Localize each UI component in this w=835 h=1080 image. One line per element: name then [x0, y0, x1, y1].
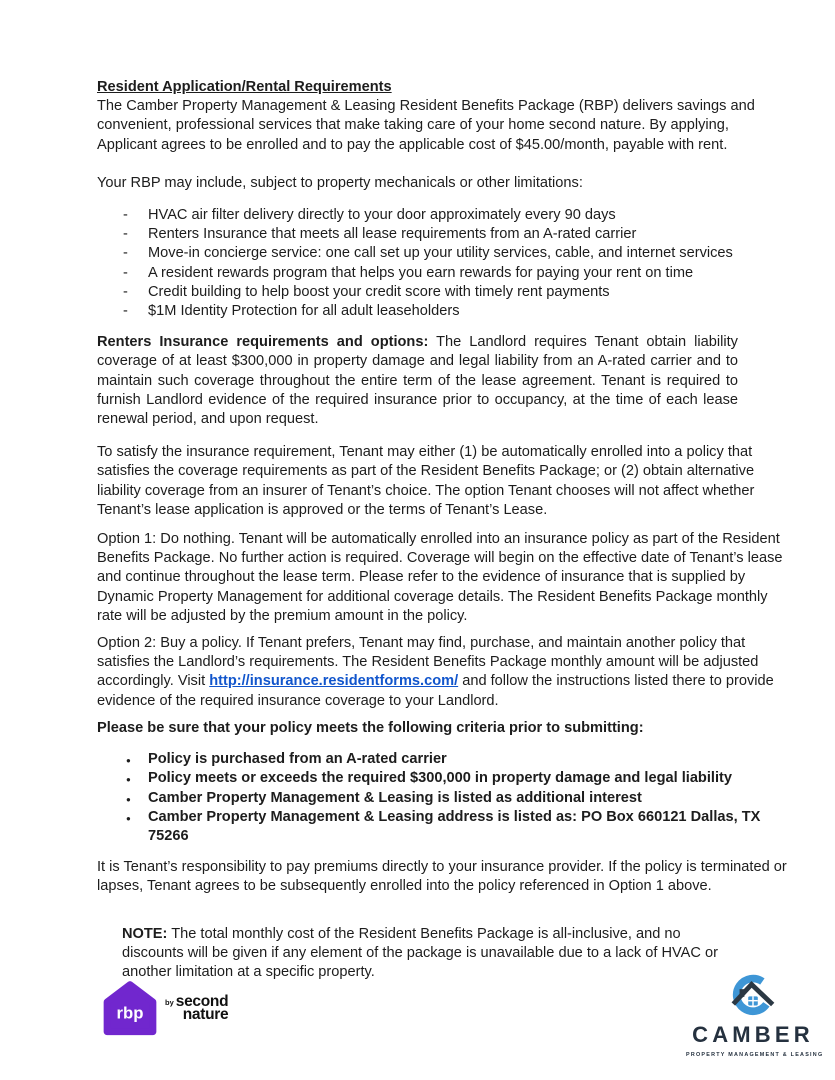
rbp-benefits-list	[97, 206, 787, 321]
insurance-residentforms-link[interactable]: http://insurance.residentforms.com/	[209, 673, 459, 690]
option2-text-before: Option 2: Buy a policy. If Tenant prefers, Tenant may find, purchase, and maintain another policy that satisfies the Landlord’s requirements. The Resident Benefits Package monthly amount will be adjusted accordingly. Visit	[97, 635, 759, 690]
renters-insurance-body: The Landlord requires Tenant obtain liability coverage of at least $300,000 in property damage and legal liability from an A-rated carrier and to maintain such coverage throughout the entire term of the lease agreement. Tenant is required to furnish Landlord evidence of the required insurance prior to occupancy, at the time of each lease renewal period, and upon request.	[97, 334, 738, 428]
list-item: - HVAC air filter delivery directly to your door approximately every 90 days	[97, 206, 787, 225]
list-item: ● Policy meets or exceeds the required $300,000 in property damage and legal liability	[97, 769, 787, 788]
list-item: - Renters Insurance that meets all lease requirements from an A-rated carrier	[97, 225, 787, 244]
list-item: ● Camber Property Management & Leasing is listed as additional interest	[97, 789, 787, 808]
camber-icon-wrap	[686, 968, 820, 1020]
rbp-by-label: by	[165, 997, 174, 1007]
list-item: ● Policy is purchased from an A-rated carrier	[97, 750, 787, 769]
option1-paragraph: Option 1: Do nothing. Tenant will be automatically enrolled into an insurance policy as part of the Resident Benefits Package. No further action is required. Coverage will begin on the effective date of Tenant’s lease and continue throughout the lease term. Please refer to the evidence of insurance that is supplied by Dynamic Property Management for additional coverage details. The Resident Benefits Package monthly rate will be adjusted by the premium amount in the policy.	[97, 531, 783, 624]
note-body: The total monthly cost of the Resident Benefits Package is all-inclusive, and no discounts will be given if any element of the package is unavailable due to a lack of HVAC or another limitation at a specific property.	[122, 925, 718, 980]
intro-paragraph: The Camber Property Management & Leasing Resident Benefits Package (RBP) delivers savings and convenient, professional services that make taking care of your home second nature. By applying, Applicant agrees to be enrolled and to pay the applicable cost of $45.00/month, payable with rent.	[97, 98, 755, 153]
criteria-heading: Please be sure that your policy meets the following criteria prior to submitting:	[97, 719, 644, 736]
rbp-icon-text: rbp	[116, 1003, 144, 1023]
criteria-list	[97, 750, 787, 846]
rbp-include-intro: Your RBP may include, subject to property mechanicals or other limitations:	[97, 174, 583, 191]
second-nature-wordmark	[175, 992, 229, 1023]
satisfy-requirement-paragraph: To satisfy the insurance requirement, Tenant may either (1) be automatically enrolled into a policy that satisfies the coverage requirements as part of the Resident Benefits Package; or (2) obtain alternative liability coverage from an insurer of Tenant’s choice. The option Tenant chooses will not affect whether Tenant’s lease application is approved or the terms of Tenant’s Lease.	[97, 444, 755, 518]
note-paragraph	[122, 925, 740, 983]
second-nature-line2: nature	[182, 1006, 229, 1023]
option2-paragraph	[97, 634, 787, 711]
list-item: - $1M Identity Protection for all adult leaseholders	[97, 302, 787, 321]
rbp-icon	[99, 979, 161, 1041]
list-item: - Credit building to help boost your credit score with timely rent payments	[97, 283, 787, 302]
document-body	[97, 78, 787, 982]
rbp-second-nature-logo	[99, 979, 228, 1041]
document-title: Resident Application/Rental Requirements	[97, 79, 392, 95]
second-nature-line1: second	[175, 992, 229, 1010]
camber-house-icon	[729, 968, 777, 1018]
renters-insurance-paragraph	[97, 333, 738, 429]
note-label: NOTE:	[122, 925, 168, 942]
responsibility-paragraph: It is Tenant’s responsibility to pay premiums directly to your insurance provider. If the policy is terminated or lapses, Tenant agrees to be subsequently enrolled into the policy referenced in Option 1 above.	[97, 859, 787, 895]
option2-text-after: and follow the instructions listed there to provide evidence of the required insurance coverage to your Landlord.	[97, 673, 774, 709]
renters-insurance-lead: Renters Insurance requirements and options:	[97, 334, 429, 351]
list-item: ● Camber Property Management & Leasing address is listed as: PO Box 660121 Dallas, TX 75266	[97, 808, 787, 846]
list-item: - Move-in concierge service: one call set up your utility services, cable, and internet services	[97, 244, 787, 263]
rbp-wordmark	[165, 992, 229, 1023]
camber-tagline: PROPERTY MANAGEMENT & LEASING	[686, 1052, 824, 1058]
camber-logo	[686, 968, 824, 1058]
list-item: - A resident rewards program that helps you earn rewards for paying your rent on time	[97, 264, 787, 283]
camber-wordmark: CAMBER	[692, 1022, 814, 1047]
